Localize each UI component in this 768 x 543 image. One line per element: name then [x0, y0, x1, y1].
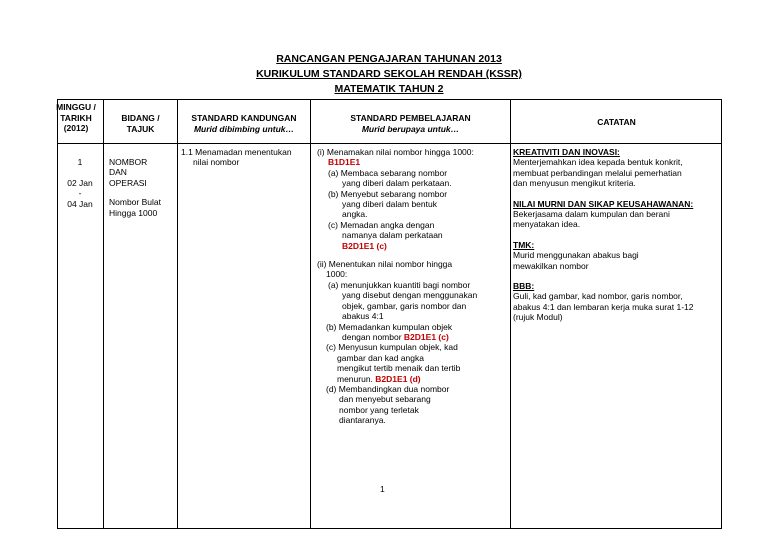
- col-divider: [510, 99, 511, 529]
- code-label: B2D1E1 (d): [375, 373, 421, 384]
- kreativiti-heading: KREATIVITI DAN INOVASI:: [513, 147, 620, 157]
- page-number: 1: [380, 484, 385, 494]
- standard-pembelajaran-cell: (i) Menamakan nilai nombor hingga 1000: B1D1E1 (a) Membaca sebarang nombor yang diberi dalam perkataan. (b) Menyebut sebarang nombor yang diberi dalam bentuk angka. (c) Memadan angka dengan namanya dalam perkataan B2D1E1 (c) (ii) Menentukan nilai nombor hingga 1000: (a) menunjukkan kuantiti bagi nombor yang disebut dengan menggunakan objek, gambar, garis nombor dan abakus 4:1 (b) Memadankan kumpulan objek dengan nombor B2D1E1 (c) (c) Menyusun kumpulan objek, kad gambar dan kad angka mengikut tertib menaik dan tertib menurun. B2D1E1 (d) (d) Membandingkan dua nombor dan menyebut sebarang nombor yang terletak diantaranya.: [317, 147, 478, 426]
- bidang-cell: NOMBOR DAN OPERASI Nombor Bulat Hingga 1000: [109, 157, 161, 218]
- nilai-murni-heading: NILAI MURNI DAN SIKAP KEUSAHAWANAN:: [513, 198, 694, 209]
- tmk-heading: TMK:: [513, 239, 535, 250]
- header-bidang: BIDANG / TAJUK: [121, 113, 160, 134]
- doc-title-line3: MATEMATIK TAHUN 2: [334, 83, 444, 95]
- header-minggu: MINGGU / TARIKH (2012): [56, 102, 96, 133]
- header-standard-pembelajaran: STANDARD PEMBELAJARAN Murid berupaya untuk…: [350, 113, 471, 134]
- col-divider: [177, 99, 178, 529]
- header-catatan: CATATAN: [597, 117, 636, 127]
- catatan-cell: KREATIVITI DAN INOVASI: Menterjemahkan idea kepada bentuk konkrit, membuat perbandingan melalui pemerhatian dan menyusun mengikut kriteria. NILAI MURNI DAN SIKAP KEUSAHAWANAN: Bekerjasama dalam kumpulan dan berani menyatakan idea. TMK: Murid menggunakan abakus bagi mewakilkan nombor BBB: Guli, kad gambar, kad nombor, garis nombor, abakus 4:1 dan lembaran kerja muka surat 1-12 (rujuk Modul): [513, 147, 721, 323]
- week-cell: 1 02 Jan - 04 Jan: [67, 157, 93, 209]
- standard-kandungan-cell: 1.1 Menamadan menentukan nilai nombor: [181, 147, 292, 168]
- header-standard-kandungan: STANDARD KANDUNGAN Murid dibimbing untuk…: [191, 113, 297, 134]
- col-divider: [103, 99, 104, 529]
- doc-title-line1: RANCANGAN PENGAJARAN TAHUNAN 2013: [276, 53, 502, 65]
- bbb-heading: BBB:: [513, 281, 535, 292]
- doc-title-line2: KURIKULUM STANDARD SEKOLAH RENDAH (KSSR): [256, 68, 522, 80]
- col-divider: [310, 99, 311, 529]
- code-label: B2D1E1 (c): [403, 331, 449, 342]
- header-divider: [57, 143, 722, 144]
